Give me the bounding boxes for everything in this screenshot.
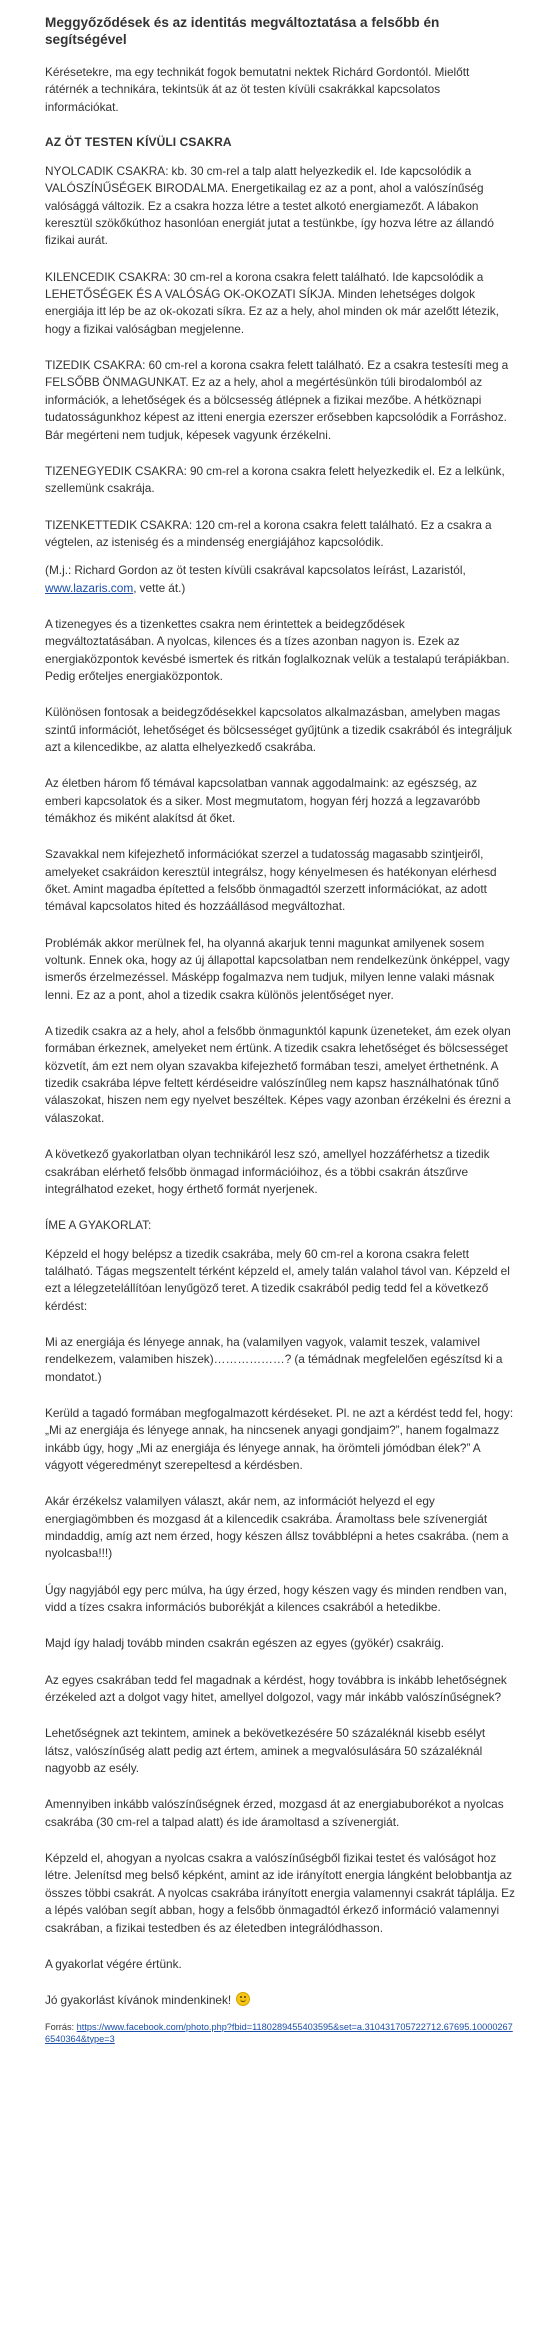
article-title: Meggyőződések és az identitás megváltoztatása a felsőbb én segítségével [45, 15, 440, 47]
paragraph-down: Majd így haladj tovább minden csakrán egészen az egyes (gyökér) csakráig. [45, 1636, 445, 1651]
wish-text: Jó gyakorlást kívánok mindenkinek! [45, 1993, 232, 2008]
paragraph-probable: Amennyiben inkább valószínűségnek érzed, mozgasd át az energiabuborékot a nyolcas csakrába (30 cm-rel a talpad alatt) és ide áramoltasd a szívenergiát. [45, 1797, 504, 1829]
note-prefix: (M.j.: Richard Gordon az öt testen kívüli csakrával kapcsolatos leírást, Lazaristól, [45, 563, 466, 578]
paragraph-body: Képzeld el, ahogyan a nyolcas csakra a valószínűségből fizikai testet és valóságot hoz létre. Jelenítsd meg belső képként, amint az ide irányított energia lángként belobbantja az összes többi csakrát. A nyolcas csakrába irányított energia valamennyi csakrát táplálja. Ez a lépés valóban segít abban, hogy a felsőbb önmagadtól érkező információ valamennyi csakrában, a fizikai testedben és az életedben integrálódhasson. [45, 1851, 515, 1935]
paragraph-imagine: Képzeld el hogy belépsz a tizedik csakrába, mely 60 cm-rel a korona csakra felett található. Tágas megszentelt térként képzeld el, amely talán valahol távol van. Képzeld el ezt a lélegzetelállítóan lenyűgöző teret. A tizedik csakrából pedig tedd fel a következő kérdést: [45, 1246, 510, 1313]
exercise-heading: ÍME A GYAKORLAT: [45, 1218, 152, 1233]
paragraph-end: A gyakorlat végére értünk. [45, 1956, 182, 1971]
paragraph-wish [45, 1992, 515, 2009]
paragraph-three-topics: Az életben három fő témával kapcsolatban vannak aggodalmaink: az egészség, az emberi kapcsolatok és a siker. Most megmutatom, hogyan férj hozzá a legzavaróbb témákhoz és miként alakítsd át őket. [45, 776, 481, 825]
paragraph-avoid-negative: Kerüld a tagadó formában megfogalmazott kérdéseket. Pl. ne azt a kérdést tedd fel, hogy: „Mi az energiája és lényege annak, ha nincsenek anyagi gondjaim?”, hanem fogalmazz inkább úgy, hogy „Mi az energiája és lényege annak, ha örömteli jómódban élek?” A vágyott végeredményt szerepeltesd a kérdésben. [45, 1405, 514, 1472]
source-label: Forrás: [45, 2021, 77, 2032]
paragraph-words: Szavakkal nem kifejezhető információkat szerzel a tudatosság magasabb szintjeiről, amelyeket csakráidon keresztül integrálsz, hogy kényelmesen és hatékonyan elérhesd őket. Amint magadba építetted a felsőbb önmagadtól szerzett információkat, az adott témával kapcsolatos hited és hozzáállásod megváltozhat. [45, 847, 497, 914]
paragraph-next: A következő gyakorlatban olyan technikáról lesz szó, amellyel hozzáférhetsz a tizedik csakrában elérhető felsőbb önmagad információihoz, és a többi csakrán átszűrve integrálhatod ezeket, hogy érthető formát nyerjenek. [45, 1147, 490, 1196]
paragraph-feel: Akár érzékelsz valamilyen választ, akár nem, az információt helyezd el egy energiagömbben és mozgasd át a kilencedik csakrába. Áramoltass bele szívenergiát mindaddig, amíg azt nem érzed, hogy készen állsz továbblépni a hetes csakrába. (nem a nyolcasba!!!) [45, 1494, 509, 1561]
chakra-8-paragraph: NYOLCADIK CSAKRA: kb. 30 cm-rel a talp alatt helyezkedik el. Ide kapcsolódik a VALÓSZÍNŰSÉGEK BIRODALMA. Energetikailag ez az a pont, ahol a valószínűség valósággá változik. Ez a csakra hozza létre a testet alkotó energiamezőt. A lábakon keresztül szökőkúthoz hasonlóan energiát jutat a testünkbe, így hozva létre az állandó fizikai aurát. [45, 164, 494, 248]
paragraph-problem: Problémák akkor merülnek fel, ha olyanná akarjuk tenni magunkat amilyenek sosem voltunk. Ennek oka, hogy az új állapottal kapcsolatban nem rendelkezünk önképpel, vagy ismerős érzelmezéssel. Másképp fogalmazva nem tudjuk, milyen lenne valaki másnak lenni. Ez az a pont, ahol a tizedik csakra különös jelentőséget nyer. [45, 935, 510, 1002]
paragraph-special: Különösen fontosak a beidegződésekkel kapcsolatos alkalmazásban, amelyben magas szintű információt, lehetőséget és bölcsességet gyűjtünk a tizedik csakrából és integráljuk azt a kilencedikbe, az alatta elhelyezkedő csakrába. [45, 705, 512, 754]
intro-paragraph: Kérésetekre, ma egy technikát fogok bemutatni nektek Richárd Gordontól. Mielőtt rátérnék a technikára, tekintsük át az öt testen kívüli csakrákkal kapcsolatos információkat. [45, 65, 470, 114]
paragraph-ask: Az egyes csakrában tedd fel magadnak a kérdést, hogy továbbra is inkább lehetőségnek érzékeled azt a dolgot vagy hitet, amellyel dolgozol, vagy már inkább valószínűségnek? [45, 1672, 507, 1705]
note-suffix: , vette át.) [133, 580, 186, 595]
note-paragraph [45, 562, 515, 597]
paragraph-tenth: A tizedik csakra az a hely, ahol a felsőbb önmagunktól kapunk üzeneteket, ám ezek olyan formában érkeznek, amelyeket nem értünk. A tizedik csakra lehetőséget és bölcsességet közvetít, ám ezt nem olyan szavakba kifejezhető formában teszi, amelyet érthetnénk. A tizedik csakrába lépve feltett kérdéseidre valószínűleg nem kapsz használhatónak tűnő válaszokat, hiszen nem egy nyelvet beszéltek. Képes vagy azonban érzékelni és érezni a válaszokat. [45, 1024, 511, 1125]
paragraph-possibility: Lehetőségnek azt tekintem, aminek a bekövetkezésére 50 százaléknál kisebb esélyt látsz, valószínűség alatt pedig azt értem, aminek a megvalósulására 50 százaléknál nagyobb az esély. [45, 1726, 486, 1776]
chakra-9-paragraph: KILENCEDIK CSAKRA: 30 cm-rel a korona csakra felett található. Ide kapcsolódik a LEHETŐSÉGEK ÉS A VALÓSÁG OK-OKOZATI SÍKJA. Minden lehetséges dolgok energiája itt lép be az ok-okozati síkra. Ez az a hely, ahol minden ok már azelőtt létezik, hogy a fizikai valóságban megjelenne. [45, 269, 499, 336]
paragraph-question: Mi az energiája és lényege annak, ha (valamilyen vagyok, valamit teszek, valamivel rendelkezem, valamiben hiszek)………………? (a témádnak megfelelően egészítsd ki a mondatot.) [45, 1334, 503, 1384]
source-line [45, 2021, 515, 2045]
paragraph-minute: Úgy nagyjából egy perc múlva, ha úgy érzed, hogy készen vagy és minden rendben van, vidd a tízes csakra információs buborékját a kilences csakrából a hetedikbe. [45, 1582, 507, 1615]
paragraph-11-12: A tizenegyes és a tizenkettes csakra nem érintettek a beidegződések megváltoztatásában. A nyolcas, kilences és a tízes azonban nagyon is. Ezek az energiaközpontok kevésbé ismertek és ritkán foglalkoznak velük a testalapú terápiákban. Pedig erőteljes energiaközpontok. [45, 616, 510, 683]
lazaris-link[interactable]: www.lazaris.com [45, 580, 134, 595]
smiley-emoji-icon [236, 1992, 250, 2006]
section-heading: AZ ÖT TESTEN KÍVÜLI CSAKRA [45, 135, 232, 150]
source-link[interactable]: https://www.facebook.com/photo.php?fbid=1180289455403595&set=a.310431705722712.67695.100002676540364&type=3 [45, 2021, 513, 2044]
chakra-10-paragraph: TIZEDIK CSAKRA: 60 cm-rel a korona csakra felett található. Ez a csakra testesíti meg a FELSŐBB ÖNMAGUNKAT. Ez az a hely, ahol a megértésünkön túli birodalomból az információk, a lehetőségek és a bölcsesség átlépnek a fizikai mezőbe. A hétköznapi tudatosságunkhoz képest az itteni energia ezerszer erősebben kapcsolódik a Forráshoz. Bár megérteni nem tudjuk, képesek vagyunk érzékelni. [45, 358, 509, 442]
chakra-11-paragraph: TIZENEGYEDIK CSAKRA: 90 cm-rel a korona csakra felett helyezkedik el. Ez a lelkünk, szellemünk csakrája. [45, 463, 505, 496]
chakra-12-paragraph: TIZENKETTEDIK CSAKRA: 120 cm-rel a korona csakra felett található. Ez a csakra a végtelen, az isteniség és a mindenség energiájához kapcsolódik. [45, 517, 492, 549]
